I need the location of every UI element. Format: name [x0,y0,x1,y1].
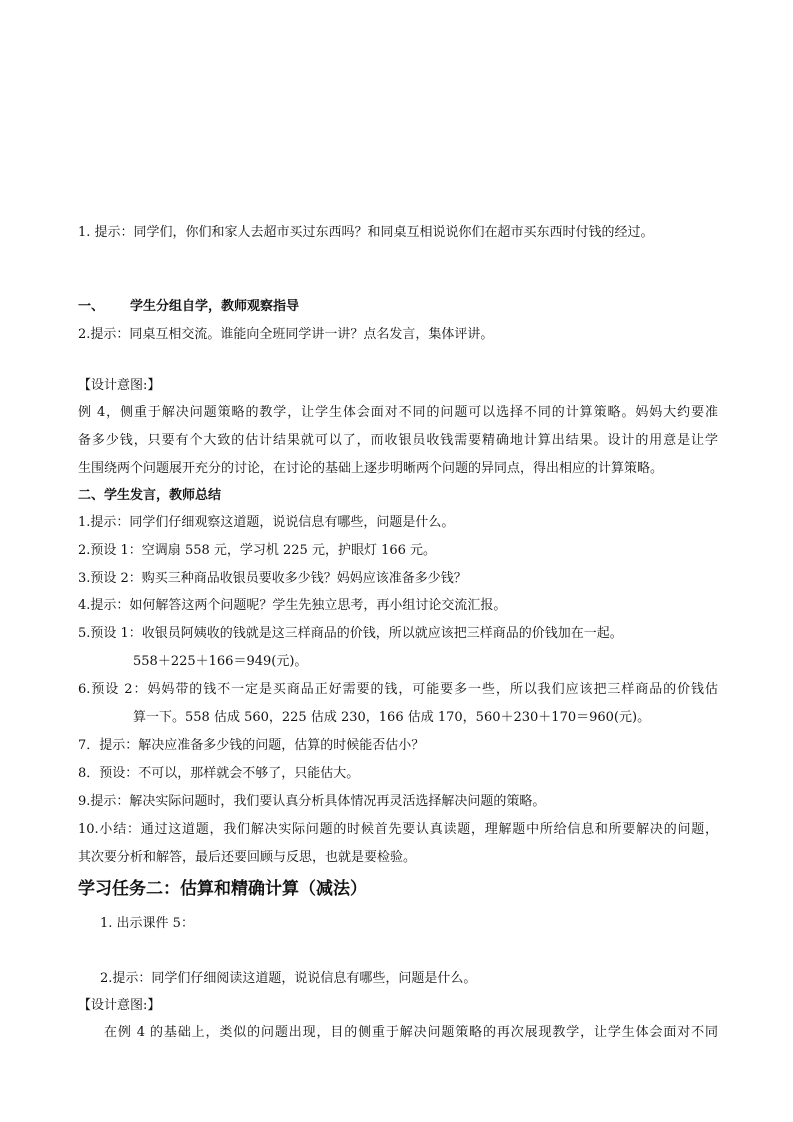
step-2: 2.预设 1：空调扇 558 元，学习机 225 元，护眼灯 166 元。 [78,543,437,558]
intent-2-paragraph-line-1: 在例 4 的基础上，类似的问题出现，目的侧重于解决问题策略的再次展现教学，让学生体会面对不同 [104,1025,718,1040]
task-two-step-1: 1. 出示课件 5： [100,916,194,931]
intent-paragraph-line-3: 生围绕两个问题展开充分的讨论，在讨论的基础上逐步明晰两个问题的异同点，得出相应的计算策略。 [78,461,664,476]
step-10-line-2: 其次要分析和解答，最后还要回顾与反思，也就是要检验。 [78,850,417,865]
step-1: 1.提示：同学们仔细观察这道题，说说信息有哪些，问题是什么。 [78,515,455,530]
step-4: 4.提示：如何解答这两个问题呢？学生先独立思考，再小组讨论交流汇报。 [78,598,507,613]
intent-paragraph-line-1: 例 4，侧重于解决问题策略的教学，让学生体会面对不同的问题可以选择不同的计算策略。妈妈大约要准 [78,405,718,420]
section-one-heading: 学生分组自学，教师观察指导 [130,299,300,314]
task-two-title: 学习任务二：估算和精确计算（减法） [78,879,367,899]
design-intent-label-2: 【设计意图:】 [78,998,161,1013]
step-6-line-2: 算一下。558 估成 560，225 估成 230，166 估成 170，560＋230＋170＝960(元)。 [133,710,651,725]
step-5: 5.预设 1：收银员阿姨收的钱就是这三样商品的价钱，所以就应该把三样商品的价钱加在一起。 [78,626,623,641]
task-two-step-2: 2.提示：同学们仔细阅读这道题，说说信息有哪些，问题是什么。 [100,971,477,986]
step-6-line-1: 6.预设 2：妈妈带的钱不一定是买商品正好需要的钱，可能要多一些，所以我们应该把三样商品的价钱估 [78,682,718,697]
section-one-number: 一、 [78,299,105,314]
step-10-line-1: 10.小结：通过这道题，我们解决实际问题的时候首先要认真读题，理解题中所给信息和所要解决的问题， [78,822,718,837]
intent-paragraph-line-2: 备多少钱，只要有个大致的估计结果就可以了，而收银员收钱需要精确地计算出结果。设计的用意是让学 [78,433,718,448]
step-9: 9.提示：解决实际问题时，我们要认真分析具体情况再灵活选择解决问题的策略。 [78,794,546,809]
step-5-equation: 558＋225＋166＝949(元)。 [133,654,308,669]
step-8: 8．预设：不可以，那样就会不够了，只能估大。 [78,766,360,781]
hint-1: 1. 提示：同学们，你们和家人去超市买过东西吗？和同桌互相说说你们在超市买东西时付钱的经过。 [78,225,654,240]
step-7: 7．提示：解决应准备多少钱的问题，估算的时候能否估小？ [78,738,425,753]
hint-2: 2.提示：同桌互相交流。谁能向全班同学讲一讲？点名发言，集体评讲。 [78,327,494,342]
section-two-heading: 二、学生发言，教师总结 [78,488,222,503]
design-intent-label-1: 【设计意图:】 [78,378,161,393]
step-3: 3.预设 2：购买三种商品收银员要收多少钱？妈妈应该准备多少钱？ [78,571,467,586]
